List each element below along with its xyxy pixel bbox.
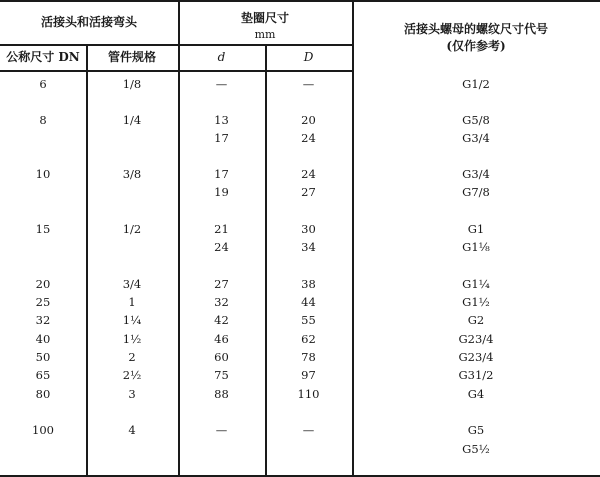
gasket-D-cell: 30 [301,222,316,236]
nominal-size-cell: 32 [35,313,51,327]
table-row [0,113,600,127]
nominal-size-cell: 6 [39,77,47,91]
thread-size-header: 活接头螺母的螺纹尺寸代号 [403,22,548,36]
gasket-d-cell: 42 [214,313,229,327]
thread-size-note: (仅作参考) [446,39,506,53]
thread-code-cell: G3/4 [462,131,490,145]
gasket-D-cell: 27 [301,185,316,199]
thread-code-cell: G23/4 [458,350,494,364]
gasket-d-cell: 75 [214,368,229,382]
gasket-D-cell: — [302,77,315,91]
gasket-group-header: 垫圈尺寸 [240,11,289,25]
gasket-D-cell: 110 [297,387,320,401]
table-row [0,350,600,364]
header-bottom-rule [0,70,352,72]
pipe-spec-cell: 3/4 [122,277,142,291]
nominal-size-cell: 25 [35,295,51,309]
pipe-spec-cell: 4 [128,423,136,437]
thread-code-cell: G7/8 [462,185,490,199]
nominal-size-cell: 80 [35,387,51,401]
nominal-size-cell: 10 [35,167,51,181]
nominal-size-cell: 100 [32,423,54,437]
gasket-D-cell: — [302,423,315,437]
table-top-rule [0,0,600,2]
nominal-size-cell: 50 [35,350,51,364]
pipe-spec-cell: 2½ [122,368,142,382]
gasket-d-cell: 21 [214,222,229,236]
subheader-rule-left [0,44,178,46]
thread-code-cell: G1½ [462,295,490,309]
pipe-spec-cell: 3 [128,387,136,401]
gasket-D-cell: 24 [301,131,316,145]
pipe-spec-cell: 1/2 [122,222,142,236]
nominal-size-cell: 15 [35,222,51,236]
thread-code-cell: G31/2 [458,368,494,382]
gasket-d-cell: 88 [214,387,229,401]
thread-code-cell: G1¼ [462,277,490,291]
gasket-d-cell: 27 [214,277,229,291]
pipe-spec-cell: 2 [128,350,136,364]
thread-code-cell: G1 [467,222,485,236]
gasket-d-cell: — [215,77,228,91]
gasket-d-cell: 24 [214,240,229,254]
col-rule-1 [86,44,88,476]
nominal-size-cell: 40 [35,332,51,346]
col-rule-2 [178,0,180,476]
gasket-D-cell: 20 [301,113,316,127]
nominal-size-cell: 8 [39,113,47,127]
gasket-D-cell: 44 [301,295,316,309]
thread-code-cell: G3/4 [462,167,490,181]
thread-code-cell: G2 [467,313,485,327]
gasket-d-cell: 32 [214,295,229,309]
table-row [0,332,600,346]
thread-code-cell: G4 [467,387,485,401]
table-row [0,185,600,199]
table-row [0,167,600,181]
gasket-D-cell: 24 [301,167,316,181]
pipe-spec-cell: 1 [128,295,136,309]
table-row [0,387,600,401]
table-row [0,77,600,91]
pipe-spec-cell: 1½ [122,332,142,346]
union-group-header: 活接头和活接弯头 [40,15,137,29]
col-header-d: d [217,50,226,64]
pipe-spec-cell: 1/4 [122,113,142,127]
gasket-D-cell: 34 [301,240,316,254]
thread-code-cell: G5 [467,423,485,437]
table-row [0,423,600,437]
thread-code-cell: G5/8 [462,113,490,127]
col-rule-4 [352,0,354,476]
table-row [0,368,600,382]
table-row [0,240,600,254]
thread-code-cell: G1/2 [462,77,490,91]
gasket-d-cell: 60 [214,350,229,364]
gasket-D-cell: 78 [301,350,316,364]
pipe-spec-cell: 1/8 [122,77,142,91]
pipe-spec-cell: 3/8 [122,167,142,181]
gasket-D-cell: 38 [301,277,316,291]
gasket-unit-label: mm [254,28,276,41]
col-header-nominal-size: 公称尺寸 DN [6,50,80,64]
table-row [0,131,600,145]
gasket-D-cell: 97 [301,368,316,382]
table-row [0,277,600,291]
gasket-D-cell: 62 [301,332,316,346]
gasket-d-cell: — [215,423,228,437]
gasket-d-cell: 17 [214,131,229,145]
thread-code-cell: G1⅛ [462,240,490,254]
gasket-d-cell: 13 [214,113,229,127]
nominal-size-cell: 20 [35,277,51,291]
table-bottom-rule [0,475,600,477]
col-rule-3 [265,44,267,476]
col-header-D: D [303,50,314,64]
table-row [0,222,600,236]
table-row [0,295,600,309]
gasket-d-cell: 17 [214,167,229,181]
thread-code-cell: G23/4 [458,332,494,346]
col-header-pipe-spec: 管件规格 [107,50,156,64]
table-row [0,313,600,327]
thread-code-cell: G5½ [462,442,490,456]
gasket-D-cell: 55 [301,313,316,327]
table-row [0,442,600,456]
gasket-d-cell: 46 [214,332,229,346]
gasket-d-cell: 19 [214,185,229,199]
pipe-spec-cell: 1¼ [122,313,142,327]
nominal-size-cell: 65 [35,368,51,382]
